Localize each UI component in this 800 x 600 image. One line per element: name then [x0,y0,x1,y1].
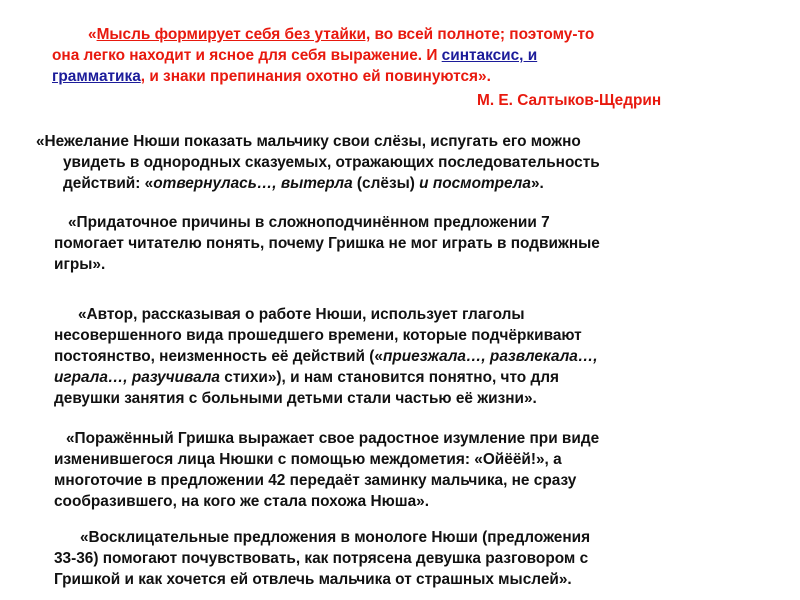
epigraph-line-3 [52,66,594,87]
paragraph-3 [54,304,598,409]
paragraph-1-line-3 [36,173,600,194]
paragraph-3-text-b: стихи»), и нам становится понятно, что для [219,369,559,386]
epigraph-author: М. Е. Салтыков-Щедрин [477,92,662,109]
paragraph-1-italic-2: и посмотрела [419,175,531,192]
paragraph-3-text-a: постоянство, неизменность её действий (« [54,348,383,365]
paragraph-1-text-a: действий: « [63,175,154,192]
paragraph-5-line-1: «Восклицательные предложения в монологе Нюши (предложения [80,529,591,546]
paragraph-1 [36,131,600,194]
paragraph-2-line-1: «Придаточное причины в сложноподчинённом предложении 7 [68,214,550,231]
epigraph-text-1: во всей полноте; поэтому-то [370,26,595,43]
paragraph-3-italic-2: играла…, разучивала [54,369,220,386]
epigraph-open-quote: « [88,26,97,43]
epigraph-link-grammar[interactable]: грамматика [52,68,141,85]
paragraph-3-line-2: несовершенного вида прошедшего времени, которые подчёркивают [54,327,582,344]
paragraph-1-italic-1: отвернулась…, вытерла [153,175,353,192]
paragraph-4-line-2: изменившегося лица Нюшки с помощью междометия: «Ойёёй!», а [54,451,562,468]
epigraph-line-1 [52,24,594,45]
paragraph-5-line-2: 33-36) помогают почувствовать, как потрясена девушка разговором с [54,550,589,567]
epigraph [52,24,594,87]
paragraph-3-line-1: «Автор, рассказывая о работе Нюши, использует глаголы [78,306,525,323]
paragraph-3-line-3 [54,346,598,367]
paragraph-5-line-3: Гришкой и как хочется ей отвлечь мальчика от страшных мыслей». [54,571,572,588]
epigraph-line-2 [52,45,594,66]
paragraph-4-line-4: сообразившего, на кого же стала похожа Нюша». [54,493,429,510]
paragraph-1-text-b: (слёзы) [352,175,420,192]
paragraph-4 [54,428,600,512]
epigraph-text-2: она легко находит и ясное для себя выражение. [52,47,427,64]
paragraph-2 [54,212,600,275]
paragraph-3-italic-1: приезжала…, развлекала…, [382,348,598,365]
epigraph-and: И [426,47,438,64]
paragraph-2-line-2: помогает читателю понять, почему Гришка не мог играть в подвижные [54,235,600,252]
paragraph-1-line-1: «Нежелание Нюши показать мальчику свои слёзы, испугать его можно [36,133,581,150]
paragraph-3-line-4 [54,367,598,388]
paragraph-5 [54,527,591,590]
paragraph-3-line-5: девушки занятия с больными детьми стали частью её жизни». [54,390,537,407]
paragraph-4-line-3: многоточие в предложении 42 передаёт заминку мальчика, не сразу [54,472,577,489]
epigraph-text-3: , и знаки препинания охотно ей повинуются». [140,68,491,85]
epigraph-link-thought[interactable]: Мысль формирует себя без утайки, [96,26,371,43]
paragraph-1-line-2: увидеть в однородных сказуемых, отражающих последовательность [63,154,600,171]
epigraph-link-syntax[interactable]: синтаксис, и [441,47,538,64]
paragraph-4-line-1: «Поражённый Гришка выражает свое радостное изумление при виде [66,430,600,447]
paragraph-2-line-3: игры». [54,256,106,273]
paragraph-1-text-c: ». [530,175,544,192]
